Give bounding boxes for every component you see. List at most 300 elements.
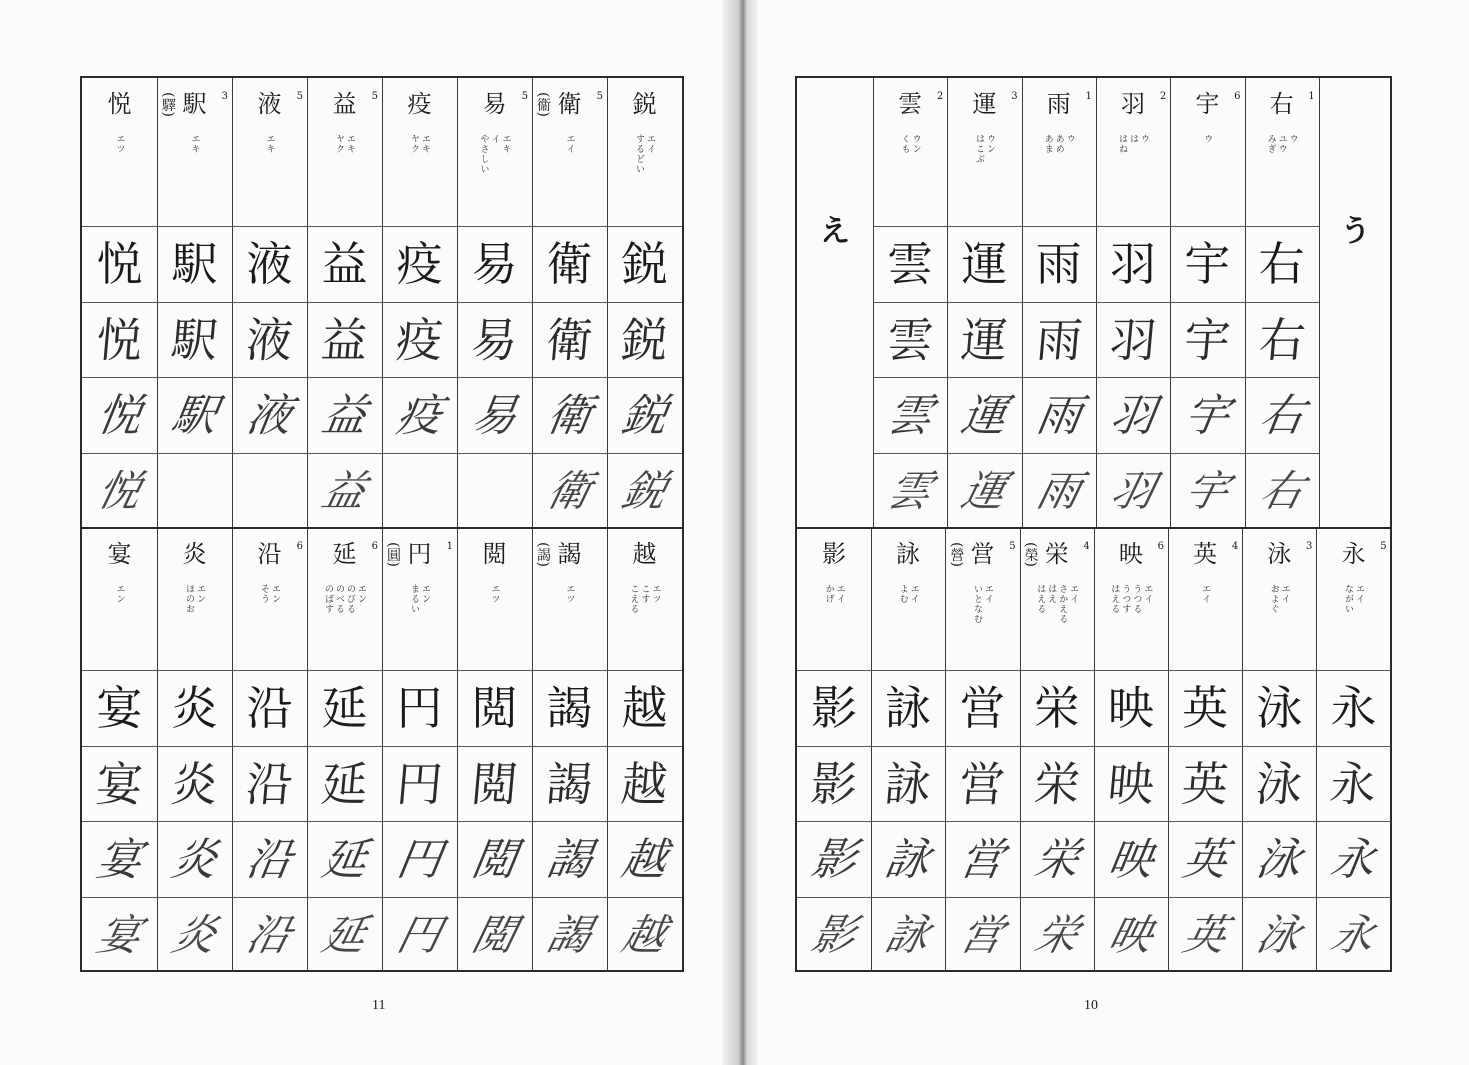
reading-text: エイ — [834, 584, 845, 604]
grade-number: 4 — [1231, 541, 1239, 552]
handwriting-sample: 栄 — [1030, 832, 1083, 885]
handwriting-sample: 宴 — [93, 832, 146, 885]
handwriting-sample: 悦 — [96, 236, 143, 291]
handwriting-sample: 羽 — [1110, 236, 1157, 291]
grade-number: 5 — [296, 91, 303, 102]
handwriting-sample: 右 — [1258, 236, 1305, 291]
handwriting-sample: 謁 — [544, 755, 595, 811]
kanji-heading: 閲 — [482, 540, 507, 568]
kanji-column — [1094, 528, 1168, 972]
section-divider — [82, 527, 682, 529]
handwriting-sample: 益 — [318, 388, 371, 441]
column-divider — [947, 78, 948, 528]
handwriting-sample: 沿 — [243, 832, 296, 885]
handwriting-sample: 易 — [471, 236, 518, 291]
handwriting-sample: 閲 — [467, 909, 522, 960]
kanji-column — [1020, 528, 1094, 972]
readings — [157, 584, 232, 674]
kanji-column — [307, 78, 382, 528]
handwriting-sample: 炎 — [169, 755, 220, 811]
grade-number: 5 — [521, 91, 528, 102]
handwriting-sample: 謁 — [546, 680, 593, 735]
handwriting-sample: 栄 — [1031, 755, 1083, 811]
reading-text: かげ — [823, 584, 834, 604]
kanji-heading: 泳 — [1267, 540, 1292, 568]
section-label-u: う — [1340, 214, 1371, 249]
grade-number: 6 — [1157, 541, 1164, 552]
readings — [1242, 584, 1316, 674]
row-divider — [82, 377, 682, 378]
reading-text: エイ — [1068, 584, 1079, 604]
right-top-half — [873, 78, 1319, 528]
traditional-form: (謁) — [535, 542, 551, 567]
reading-text: のべる — [334, 584, 344, 614]
kanji-heading: 衛 — [557, 90, 582, 118]
handwriting-sample: 宇 — [1180, 465, 1235, 516]
handwriting-sample: 易 — [468, 388, 521, 441]
reading-text: そう — [259, 584, 269, 604]
handwriting-sample: 右 — [1255, 388, 1308, 441]
column-divider — [1245, 78, 1246, 528]
column-divider — [1096, 78, 1097, 528]
handwriting-sample: 羽 — [1106, 388, 1160, 441]
readings — [797, 584, 871, 674]
traditional-form: (驛) — [160, 92, 176, 117]
handwriting-sample: 羽 — [1106, 465, 1160, 516]
kanji-column — [157, 78, 232, 528]
handwriting-sample: 謁 — [542, 909, 597, 960]
handwriting-sample: 延 — [318, 832, 371, 885]
left-kanji-table — [80, 76, 684, 972]
handwriting-sample: 悦 — [94, 311, 145, 367]
handwriting-sample: 運 — [958, 388, 1011, 441]
column-divider — [457, 78, 458, 528]
readings — [1170, 134, 1244, 224]
handwriting-sample: 沿 — [244, 755, 295, 811]
reading-text: あま — [1042, 134, 1053, 154]
readings — [1096, 134, 1170, 224]
column-divider — [532, 78, 533, 528]
handwriting-sample: 映 — [1105, 755, 1157, 811]
right-kanji-table — [795, 76, 1392, 972]
handwriting-sample: 映 — [1104, 832, 1158, 885]
handwriting-sample: 詠 — [882, 832, 935, 885]
handwriting-sample: 英 — [1179, 755, 1231, 811]
reading-text: エン — [356, 584, 366, 604]
kanji-column — [607, 78, 682, 528]
handwriting-sample: 営 — [957, 755, 1008, 811]
column-divider — [945, 528, 946, 972]
handwriting-sample: 駅 — [168, 388, 221, 441]
reading-text: よむ — [897, 584, 908, 604]
reading-text: ながい — [1342, 584, 1353, 614]
traditional-form: (營) — [948, 542, 965, 567]
kanji-heading: 駅 — [182, 90, 207, 118]
grade-number: 5 — [1380, 541, 1387, 552]
row-divider — [797, 821, 1391, 822]
reading-text: エツ — [650, 584, 661, 604]
column-divider — [232, 78, 233, 528]
handwriting-sample: 営 — [956, 832, 1009, 885]
kanji-heading: 映 — [1118, 540, 1143, 568]
column-divider — [157, 528, 158, 972]
handwriting-sample: 詠 — [882, 755, 934, 811]
kanji-column — [157, 528, 232, 972]
kanji-heading: 雲 — [898, 90, 923, 118]
reading-text: のびる — [345, 584, 355, 614]
reading-text: エイ — [982, 584, 993, 604]
grade-number: 4 — [1083, 541, 1090, 552]
readings — [82, 584, 157, 674]
handwriting-sample: 悦 — [93, 388, 146, 441]
kanji-heading: 宴 — [107, 540, 132, 568]
handwriting-sample: 鋭 — [617, 465, 672, 516]
reading-text: イ — [489, 134, 500, 144]
kanji-column — [232, 78, 307, 528]
reading-text: みぎ — [1265, 134, 1276, 154]
kanji-heading: 運 — [972, 90, 997, 118]
kanji-heading: 沿 — [257, 540, 282, 568]
reading-text: エン — [270, 584, 280, 604]
reading-text: やさしい — [478, 134, 489, 174]
kanji-heading: 益 — [332, 90, 357, 118]
handwriting-sample: 液 — [246, 236, 293, 291]
reading-text: のばす — [323, 584, 333, 614]
reading-text: ウ — [1139, 134, 1150, 144]
readings — [607, 584, 682, 674]
handwriting-sample: 越 — [619, 755, 670, 811]
reading-text: エキ — [420, 134, 430, 154]
left-top-half — [82, 78, 682, 528]
grade-number: 1 — [1085, 91, 1092, 102]
reading-text: エキ — [189, 134, 200, 154]
grade-number: 6 — [371, 541, 378, 552]
kanji-heading: 疫 — [407, 90, 432, 118]
handwriting-sample: 炎 — [167, 909, 222, 960]
readings — [947, 134, 1021, 224]
reading-text: あめ — [1053, 134, 1064, 154]
kanji-column — [382, 528, 457, 972]
kanji-column — [307, 528, 382, 972]
handwriting-sample: 影 — [807, 832, 861, 885]
kanji-heading: 鋭 — [632, 90, 657, 118]
kanji-heading: 影 — [822, 540, 847, 568]
grade-number: 3 — [221, 91, 228, 102]
kanji-column — [873, 78, 947, 528]
right-page — [758, 0, 1469, 1065]
row-divider — [82, 670, 682, 671]
kanji-column — [82, 78, 157, 528]
reading-text: エン — [420, 584, 430, 604]
kanji-column — [1242, 528, 1316, 972]
kanji-column — [1170, 78, 1244, 528]
kanji-column — [1245, 78, 1319, 528]
traditional-form: (圓) — [385, 542, 401, 567]
kanji-heading: 易 — [482, 90, 507, 118]
reading-text: は — [1128, 134, 1139, 144]
row-divider — [82, 746, 682, 747]
readings — [1168, 584, 1242, 674]
kanji-column — [1316, 528, 1390, 972]
handwriting-sample: 謁 — [543, 832, 596, 885]
reading-text: するどい — [634, 134, 644, 174]
kanji-column — [457, 78, 532, 528]
handwriting-sample: 栄 — [1033, 680, 1080, 735]
handwriting-sample: 閲 — [468, 832, 521, 885]
readings — [1020, 584, 1094, 674]
left-page-number: 11 — [372, 998, 386, 1013]
handwriting-sample: 衛 — [546, 236, 593, 291]
row-divider — [797, 746, 1391, 747]
grade-number: 5 — [1009, 541, 1016, 552]
reading-text: エツ — [489, 584, 500, 604]
kanji-column — [871, 528, 945, 972]
readings — [382, 134, 457, 224]
reading-text: さかえる — [1057, 584, 1068, 624]
reading-text: こす — [639, 584, 650, 604]
row-divider — [82, 453, 682, 454]
reading-text: いとなむ — [971, 584, 982, 624]
right-page-number: 10 — [1084, 998, 1098, 1013]
handwriting-sample: 延 — [319, 755, 370, 811]
handwriting-sample: 炎 — [168, 832, 221, 885]
reading-text: エイ — [1142, 584, 1153, 604]
kanji-column — [382, 78, 457, 528]
handwriting-sample: 雨 — [1033, 311, 1085, 367]
handwriting-sample: 閲 — [471, 680, 518, 735]
grade-number: 3 — [1011, 91, 1018, 102]
column-divider — [607, 528, 608, 972]
reading-text: はえる — [1109, 584, 1120, 614]
column-divider — [1094, 528, 1095, 972]
handwriting-sample: 衛 — [543, 388, 596, 441]
kanji-column — [797, 528, 871, 972]
handwriting-sample: 右 — [1256, 311, 1308, 367]
kanji-heading: 宇 — [1195, 90, 1220, 118]
handwriting-sample: 永 — [1326, 909, 1381, 960]
handwriting-sample: 益 — [317, 465, 372, 516]
handwriting-sample: 円 — [393, 832, 446, 885]
handwriting-sample: 宴 — [96, 680, 143, 735]
reading-text: エツ — [114, 134, 125, 154]
grade-number: 6 — [1234, 91, 1241, 102]
readings — [382, 584, 457, 674]
handwriting-sample: 雨 — [1032, 388, 1085, 441]
section-column-e — [797, 78, 873, 528]
kanji-heading: 羽 — [1121, 90, 1146, 118]
kanji-heading: 右 — [1269, 90, 1294, 118]
handwriting-sample: 映 — [1107, 680, 1154, 735]
reading-text: エキ — [500, 134, 511, 154]
handwriting-sample: 詠 — [885, 680, 932, 735]
kanji-heading: 英 — [1193, 540, 1218, 568]
kanji-heading: 謁 — [557, 540, 582, 568]
reading-text: エイ — [1200, 584, 1211, 604]
column-divider — [873, 78, 874, 528]
section-column-u — [1319, 78, 1392, 528]
kanji-column — [1096, 78, 1170, 528]
handwriting-sample: 衛 — [544, 311, 595, 367]
section-label-e: え — [820, 214, 850, 249]
readings — [457, 584, 532, 674]
handwriting-sample: 雲 — [887, 236, 934, 291]
handwriting-sample: 宴 — [92, 909, 147, 960]
kanji-heading: 営 — [970, 540, 995, 568]
column-divider — [1316, 528, 1317, 972]
handwriting-sample: 英 — [1178, 832, 1232, 885]
kanji-column — [232, 528, 307, 972]
column-divider — [157, 78, 158, 528]
handwriting-sample: 駅 — [169, 311, 220, 367]
readings — [457, 134, 532, 224]
column-divider — [382, 78, 383, 528]
handwriting-sample: 易 — [469, 311, 520, 367]
handwriting-sample: 営 — [955, 909, 1010, 960]
reading-text: ウ — [1202, 134, 1213, 144]
row-divider — [797, 670, 1391, 671]
readings — [532, 584, 607, 674]
kanji-column — [457, 528, 532, 972]
row-divider — [82, 302, 682, 303]
handwriting-sample: 雲 — [883, 388, 937, 441]
handwriting-sample: 益 — [321, 236, 368, 291]
kanji-heading: 円 — [407, 540, 432, 568]
grade-number: 6 — [296, 541, 303, 552]
readings — [1316, 584, 1390, 674]
reading-text: ウン — [910, 134, 921, 154]
handwriting-sample: 衛 — [542, 465, 597, 516]
reading-text: エツ — [564, 584, 575, 604]
left-bottom-half — [82, 528, 682, 972]
readings — [1245, 134, 1319, 224]
reading-text: ヤク — [334, 134, 344, 154]
grade-number: 5 — [596, 91, 603, 102]
reading-text: まるい — [409, 584, 419, 614]
handwriting-sample: 沿 — [246, 680, 293, 735]
grade-number: 3 — [1306, 541, 1313, 552]
row-divider — [82, 897, 682, 898]
reading-text: エン — [114, 584, 125, 604]
handwriting-sample: 雲 — [884, 311, 936, 367]
handwriting-sample: 英 — [1182, 680, 1229, 735]
reading-text: エン — [195, 584, 205, 604]
reading-text: エイ — [908, 584, 919, 604]
handwriting-sample: 映 — [1103, 909, 1158, 960]
kanji-column — [1022, 78, 1096, 528]
handwriting-sample: 延 — [317, 909, 372, 960]
right-bottom-half — [797, 528, 1391, 972]
kanji-column — [947, 78, 1021, 528]
reading-text: エイ — [645, 134, 655, 154]
column-divider — [607, 78, 608, 528]
traditional-form: (榮) — [1022, 542, 1039, 567]
reading-text: はえ — [1046, 584, 1057, 604]
readings — [607, 134, 682, 224]
readings — [945, 584, 1019, 674]
handwriting-sample: 栄 — [1029, 909, 1084, 960]
reading-text: エイ — [1279, 584, 1290, 604]
reading-text: ウ — [1287, 134, 1298, 144]
handwriting-sample: 右 — [1254, 465, 1309, 516]
column-divider — [307, 78, 308, 528]
left-page — [0, 0, 722, 1065]
reading-text: こえる — [628, 584, 639, 614]
readings — [307, 134, 382, 224]
handwriting-sample: 越 — [617, 909, 672, 960]
handwriting-sample: 沿 — [242, 909, 297, 960]
readings — [871, 584, 945, 674]
reading-text: エイ — [1353, 584, 1364, 604]
handwriting-sample: 疫 — [396, 236, 443, 291]
reading-text: はえる — [1035, 584, 1046, 614]
reading-text: ヤク — [409, 134, 419, 154]
kanji-column — [532, 528, 607, 972]
handwriting-sample: 駅 — [171, 236, 218, 291]
handwriting-sample: 雨 — [1031, 465, 1086, 516]
handwriting-sample: 運 — [957, 465, 1012, 516]
column-divider — [1168, 528, 1169, 972]
kanji-column — [607, 528, 682, 972]
handwriting-sample: 泳 — [1253, 755, 1305, 811]
readings — [532, 134, 607, 224]
readings — [157, 134, 232, 224]
handwriting-sample: 詠 — [881, 909, 936, 960]
handwriting-sample: 羽 — [1107, 311, 1159, 367]
readings — [873, 134, 947, 224]
reading-text: エキ — [264, 134, 275, 154]
handwriting-sample: 鋭 — [621, 236, 668, 291]
reading-text: ウン — [984, 134, 995, 154]
handwriting-sample: 円 — [396, 680, 443, 735]
kanji-heading: 延 — [332, 540, 357, 568]
readings — [232, 584, 307, 674]
handwriting-sample: 宇 — [1184, 236, 1231, 291]
kanji-column — [532, 78, 607, 528]
reading-text: くも — [899, 134, 910, 154]
column-divider — [1242, 528, 1243, 972]
row-divider — [873, 226, 1319, 227]
handwriting-sample: 越 — [618, 832, 671, 885]
handwriting-sample: 円 — [392, 909, 447, 960]
grade-number: 2 — [936, 91, 944, 102]
column-divider — [1022, 78, 1023, 528]
handwriting-sample: 鋭 — [618, 388, 671, 441]
column-divider — [382, 528, 383, 972]
column-divider — [1020, 528, 1021, 972]
reading-text: ユウ — [1276, 134, 1287, 154]
handwriting-sample: 永 — [1327, 832, 1380, 885]
kanji-column — [945, 528, 1019, 972]
reading-text: ウ — [1064, 134, 1075, 144]
row-divider — [797, 897, 1391, 898]
reading-text: はこぶ — [973, 134, 984, 164]
handwriting-sample: 雨 — [1035, 236, 1082, 291]
handwriting-sample: 運 — [959, 311, 1010, 367]
reading-text: はね — [1117, 134, 1128, 154]
grade-number: 2 — [1159, 91, 1167, 102]
handwriting-sample: 宇 — [1181, 311, 1233, 367]
row-divider — [82, 226, 682, 227]
reading-text: うつす — [1120, 584, 1131, 614]
handwriting-sample: 泳 — [1252, 909, 1307, 960]
grade-number: 1 — [446, 541, 453, 552]
handwriting-sample: 閲 — [469, 755, 520, 811]
handwriting-sample: 越 — [621, 680, 668, 735]
handwriting-sample: 営 — [959, 680, 1006, 735]
handwriting-sample: 液 — [243, 388, 296, 441]
handwriting-sample: 益 — [319, 311, 370, 367]
kanji-heading: 悦 — [107, 90, 132, 118]
